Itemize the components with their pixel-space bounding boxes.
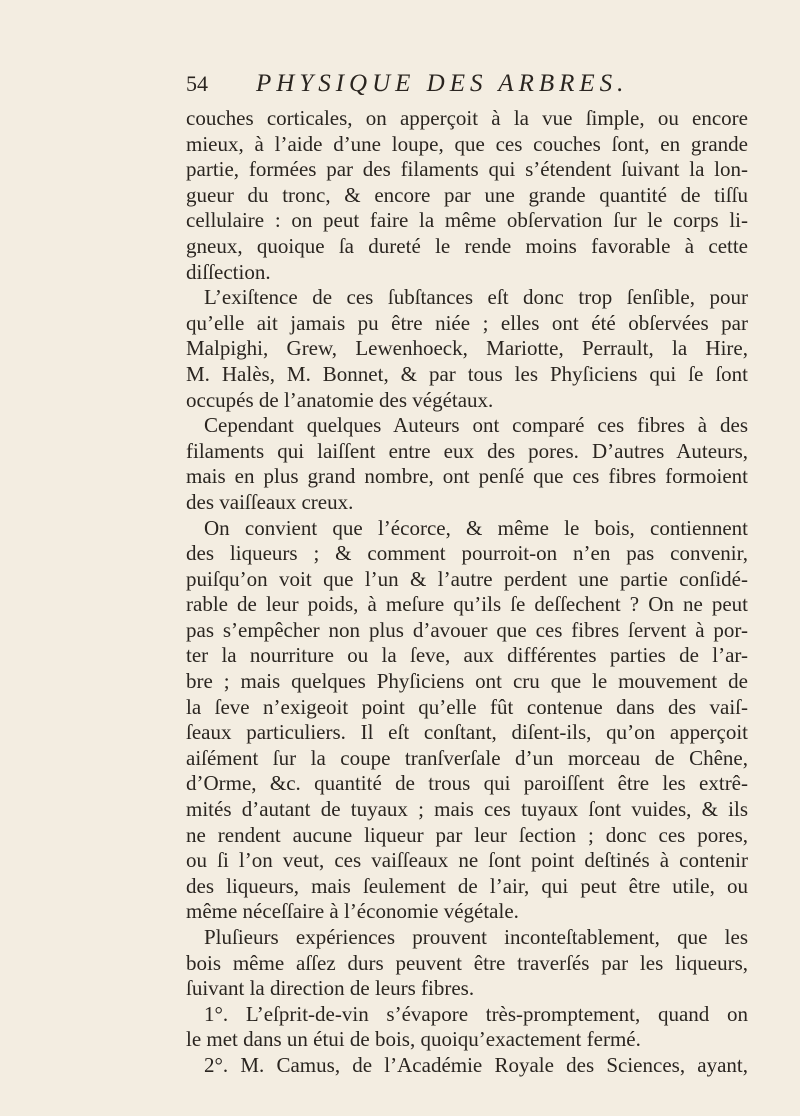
- text-line: bois même aſſez durs peuvent être traverſés par les liqueurs,: [186, 950, 748, 975]
- text-line: Malpighi, Grew, Lewenhoeck, Mariotte, Perrault, la Hire,: [186, 336, 748, 361]
- text-line: Cependant quelques Auteurs ont comparé ces fibres à des: [204, 413, 748, 438]
- text-line: puiſqu’on voit que l’un & l’autre perdent une partie conſidé-: [186, 566, 748, 591]
- text-line: aiſément ſur la coupe tranſverſale d’un morceau de Chêne,: [186, 745, 748, 770]
- text-line: bre ; mais quelques Phyſiciens ont cru que le mouvement de: [186, 669, 748, 694]
- text-line: des liqueurs, mais ſeulement de l’air, qui peut être utile, ou: [186, 873, 748, 898]
- text-line: ou ſi l’on veut, ces vaiſſeaux ne ſont point deſtinés à contenir: [186, 848, 748, 873]
- text-line: couches corticales, on apperçoit à la vue ſimple, ou encore: [186, 106, 748, 130]
- text-line: gneux, quoique ſa dureté le rende moins favorable à cette: [186, 233, 748, 258]
- text-line: des liqueurs ; & comment pourroit-on n’en pas convenir,: [186, 541, 748, 566]
- text-line: gueur du tronc, & encore par une grande quantité de tiſſu: [186, 182, 748, 207]
- text-line: ſuivant la direction de leurs fibres.: [186, 976, 475, 1001]
- text-line: la ſeve n’exigeoit point qu’elle fût contenue dans des vaiſ-: [186, 694, 748, 719]
- page-header: [186, 70, 746, 106]
- text-line: 2°. M. Camus, de l’Académie Royale des Sciences, ayant,: [204, 1052, 748, 1077]
- running-title: PHYSIQUE DES ARBRES.: [256, 70, 629, 97]
- text-line: des vaiſſeaux creux.: [186, 489, 354, 514]
- text-line: rable de leur poids, à meſure qu’ils ſe deſſechent ? On ne peut: [186, 592, 748, 617]
- text-line: L’exiſtence de ces ſubſtances eſt donc trop ſenſible, pour: [204, 285, 748, 310]
- text-line: filaments qui laiſſent entre eux des pores. D’autres Auteurs,: [186, 438, 748, 463]
- text-line: ne rendent aucune liqueur par leur ſection ; donc ces pores,: [186, 822, 748, 847]
- text-line: mais en plus grand nombre, ont penſé que ces fibres formoient: [186, 464, 748, 489]
- text-line: partie, formées par des filaments qui s’étendent ſuivant la lon-: [186, 157, 748, 182]
- text-line: même néceſſaire à l’économie végétale.: [186, 899, 519, 924]
- text-line: mités d’autant de tuyaux ; mais ces tuyaux ſont vuides, & ils: [186, 797, 748, 822]
- text-line: occupés de l’anatomie des végétaux.: [186, 387, 494, 412]
- text-line: cellulaire : on peut faire la même obſervation ſur le corps li-: [186, 208, 748, 233]
- text-line: d’Orme, &c. quantité de trous qui paroiſſent être les extrê-: [186, 771, 748, 796]
- text-line: qu’elle ait jamais pu être niée ; elles ont été obſervées par: [186, 310, 748, 335]
- text-line: diſſection.: [186, 259, 271, 284]
- text-line: ter la nourriture ou la ſeve, aux différentes parties de l’ar-: [186, 643, 748, 668]
- body-text: [186, 106, 748, 1079]
- page-number: 54: [186, 71, 208, 96]
- text-line: mieux, à l’aide d’une loupe, que ces couches ſont, en grande: [186, 131, 748, 156]
- text-line: Pluſieurs expériences prouvent inconteſtablement, que les: [204, 925, 748, 949]
- text-line: ſeaux particuliers. Il eſt conſtant, diſent-ils, qu’on apperçoit: [186, 720, 748, 745]
- text-line: 1°. L’eſprit-de-vin s’évapore très-promptement, quand on: [204, 1001, 748, 1026]
- text-line: le met dans un étui de bois, quoiqu’exactement fermé.: [186, 1027, 641, 1052]
- text-line: M. Halès, M. Bonnet, & par tous les Phyſiciens qui ſe ſont: [186, 361, 748, 386]
- text-line: pas s’empêcher non plus d’avouer que ces fibres ſervent à por-: [186, 617, 748, 642]
- text-line: On convient que l’écorce, & même le bois, contiennent: [204, 515, 748, 540]
